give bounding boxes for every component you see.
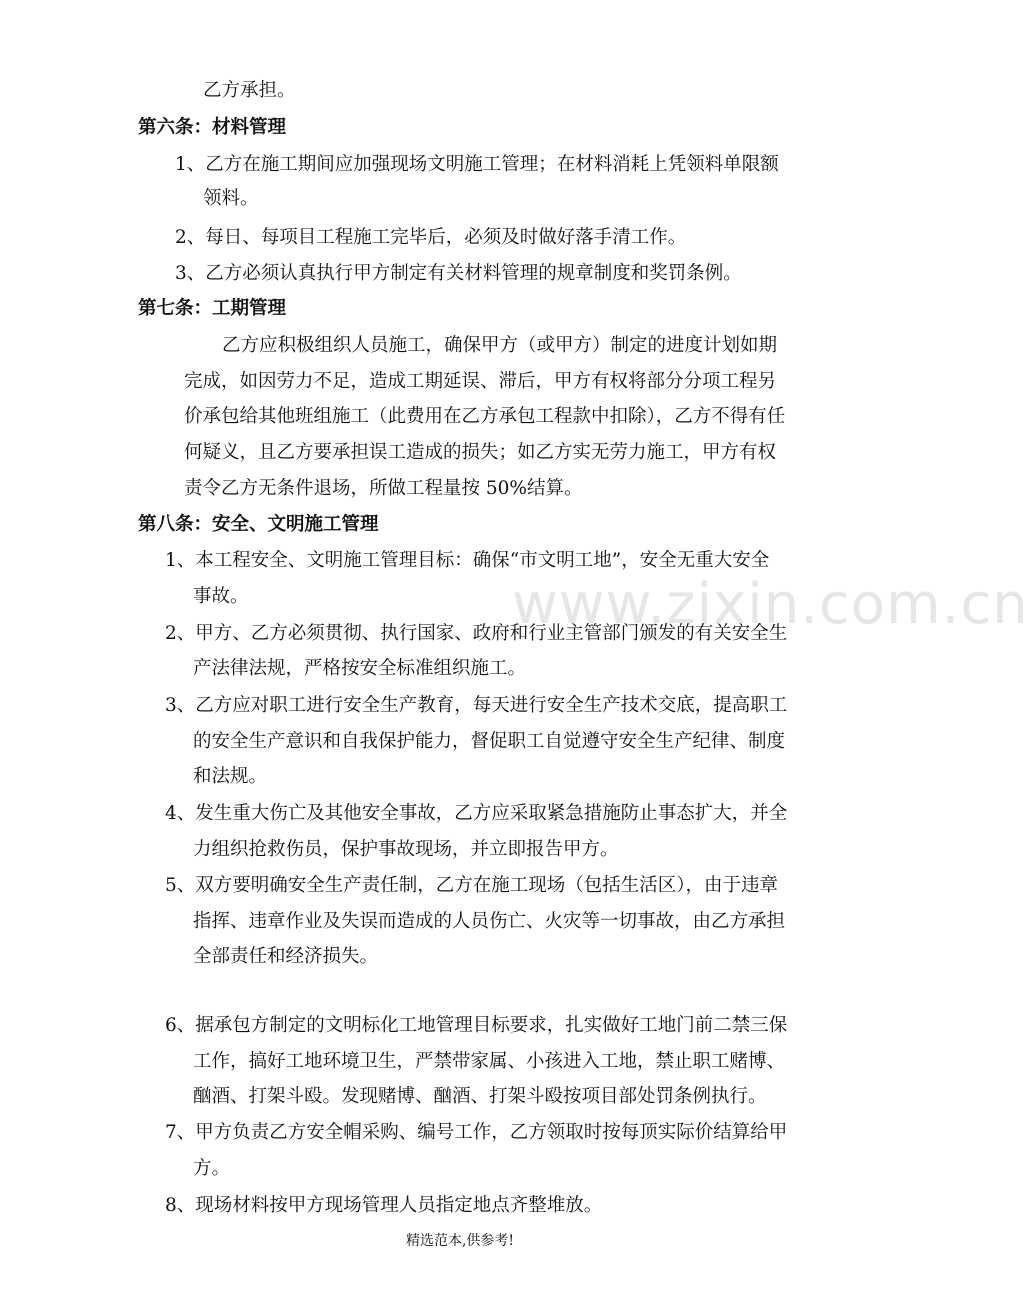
article-8-item-2: 2、甲方、乙方必须贯彻、执行国家、政府和行业主管部门颁发的有关安全生 (165, 623, 788, 644)
article-8-item-6-cont: 酗酒、打架斗殴。发现赌博、酗酒、打架斗殴按项目部处罚条例执行。 (193, 1086, 767, 1107)
article-8-item-6-cont: 工作，搞好工地环境卫生，严禁带家属、小孩进入工地，禁止职工赌博、 (193, 1051, 786, 1072)
watermark: www.zixin.com.cn (512, 572, 1029, 637)
continuation-text: 乙方承担。 (203, 80, 296, 101)
article-8-item-6: 6、据承包方制定的文明标化工地管理目标要求，扎实做好工地门前二禁三保 (165, 1015, 788, 1036)
article-8-item-5-cont: 全部责任和经济损失。 (193, 946, 379, 967)
article-7-heading: 第七条：工期管理 (138, 298, 287, 319)
article-8-item-8: 8、现场材料按甲方现场管理人员指定地点齐整堆放。 (165, 1195, 603, 1216)
article-7-paragraph: 乙方应积极组织人员施工，确保甲方（或甲方）制定的进度计划如期 (222, 335, 778, 356)
article-7-paragraph-line: 完成，如因劳力不足，造成工期延误、滞后，甲方有权将部分分项工程另 (184, 371, 777, 392)
article-8-item-3-cont: 的安全生产意识和自我保护能力，督促职工自觉遵守安全生产纪律、制度 (193, 731, 786, 752)
article-8-item-7: 7、甲方负责乙方安全帽采购、编号工作，乙方领取时按每顶实际价结算给甲 (165, 1122, 788, 1143)
article-8-item-1: 1、本工程安全、文明施工管理目标：确保“市文明工地”，安全无重大安全 (165, 550, 770, 571)
article-8-item-3-cont: 和法规。 (193, 766, 268, 787)
article-8-item-7-cont: 方。 (193, 1158, 231, 1179)
article-6-item-1-cont: 领料。 (203, 188, 259, 209)
article-8-item-3: 3、乙方应对职工进行安全生产教育，每天进行安全生产技术交底，提高职工 (165, 695, 788, 716)
article-6-item-1: 1、乙方在施工期间应加强现场文明施工管理；在材料消耗上凭领料单限额 (175, 154, 779, 175)
article-7-paragraph-line: 责令乙方无条件退场，所做工程量按 50%结算。 (184, 478, 583, 499)
article-8-item-1-cont: 事故。 (193, 586, 249, 607)
article-8-item-5: 5、双方要明确安全生产责任制，乙方在施工现场（包括生活区），由于违章 (165, 875, 779, 896)
article-8-heading: 第八条：安全、文明施工管理 (138, 514, 379, 535)
article-8-item-4-cont: 力组织抢救伤员，保护事故现场，并立即报告甲方。 (193, 839, 619, 860)
article-6-item-2: 2、每日、每项目工程施工完毕后，必须及时做好落手清工作。 (175, 227, 687, 248)
article-8-item-2-cont: 产法律法规，严格按安全标准组织施工。 (193, 658, 527, 679)
article-7-paragraph-line: 何疑义，且乙方要承担误工造成的损失；如乙方实无劳力施工，甲方有权 (184, 442, 777, 463)
article-6-heading: 第六条：材料管理 (138, 117, 287, 138)
article-7-paragraph-line: 价承包给其他班组施工（此费用在乙方承包工程款中扣除），乙方不得有任 (184, 406, 786, 427)
article-6-item-3: 3、乙方必须认真执行甲方制定有关材料管理的规章制度和奖罚条例。 (175, 263, 742, 284)
page-footer: 精选范本,供参考! (405, 1233, 515, 1249)
article-8-item-4: 4、发生重大伤亡及其他安全事故，乙方应采取紧急措施防止事态扩大，并全 (165, 803, 788, 824)
article-8-item-5-cont: 指挥、违章作业及失误而造成的人员伤亡、火灾等一切事故，由乙方承担 (193, 911, 786, 932)
